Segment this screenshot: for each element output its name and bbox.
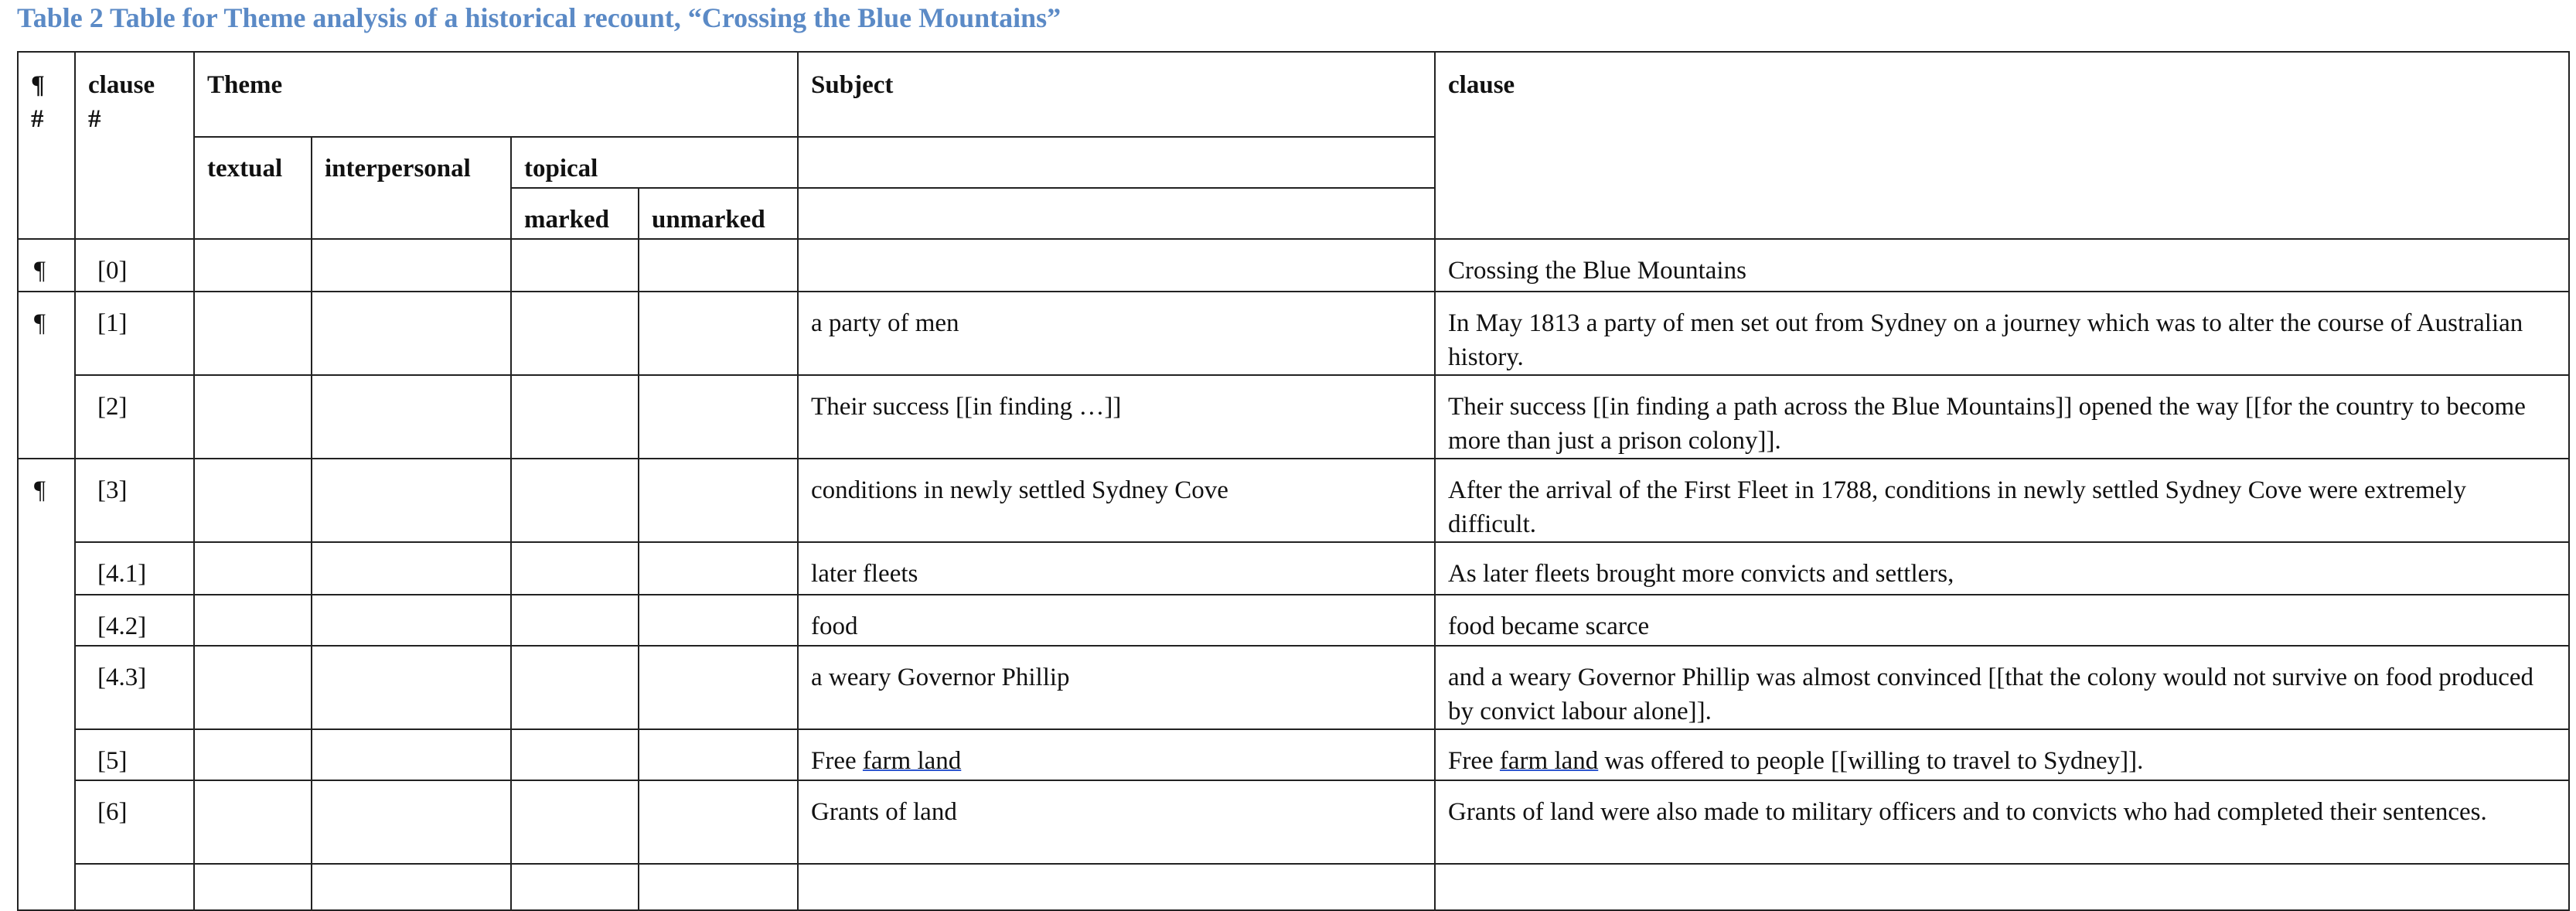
subject-cell (798, 729, 1435, 780)
clause-number: [2] (75, 375, 194, 459)
spellcheck-underlined-text: farm land (862, 747, 962, 775)
table-row (18, 864, 2569, 910)
subject-cell: a party of men (798, 292, 1435, 375)
subject-cell: a weary Governor Phillip (798, 646, 1435, 729)
subject-cell: food (798, 595, 1435, 646)
header-row (18, 52, 2569, 137)
clause-cell (1435, 729, 2569, 780)
header-paragraph-hash: # (31, 105, 44, 133)
header-clause-number-hash: # (88, 105, 101, 133)
subject-text: Free (811, 747, 863, 775)
table-row (18, 780, 2569, 864)
header-clause-number-label: clause (88, 71, 155, 99)
subject-cell: Their success [[in finding …]] (798, 375, 1435, 459)
theme-analysis-table (17, 51, 2570, 911)
header-interpersonal: interpersonal (312, 137, 511, 239)
header-paragraph-mark: ¶ (31, 71, 45, 99)
header-paragraph (18, 52, 75, 239)
table-row (18, 542, 2569, 595)
header-clause: clause (1435, 52, 2569, 239)
table-row (18, 646, 2569, 729)
header-unmarked: unmarked (639, 188, 798, 239)
clause-text: was offered to people [[willing to travel to Sydney]]. (1598, 747, 2144, 775)
clause-number: [3] (75, 459, 194, 542)
clause-cell: Grants of land were also made to military officers and to convicts who had completed their sentences. (1435, 780, 2569, 864)
header-subject-blank (798, 188, 1435, 239)
clause-number: [1] (75, 292, 194, 375)
table-row (18, 375, 2569, 459)
clause-cell: As later fleets brought more convicts and settlers, (1435, 542, 2569, 595)
header-clause-number (75, 52, 194, 239)
clause-cell: After the arrival of the First Fleet in 1788, conditions in newly settled Sydney Cove were extremely difficult. (1435, 459, 2569, 542)
header-textual: textual (194, 137, 312, 239)
clause-cell: Their success [[in finding a path across the Blue Mountains]] opened the way [[for the country to become more than just a prison colony]]. (1435, 375, 2569, 459)
clause-number: [4.2] (75, 595, 194, 646)
paragraph-mark: ¶ (18, 239, 75, 292)
subject-cell: Grants of land (798, 780, 1435, 864)
table-row (18, 239, 2569, 292)
clause-number: [4.3] (75, 646, 194, 729)
clause-cell: food became scarce (1435, 595, 2569, 646)
clause-cell: In May 1813 a party of men set out from Sydney on a journey which was to alter the course of Australian history. (1435, 292, 2569, 375)
clause-text: Free (1448, 747, 1500, 775)
paragraph-mark: ¶ (18, 292, 75, 459)
paragraph-mark: ¶ (18, 459, 75, 910)
header-subject: Subject (798, 52, 1435, 137)
header-theme: Theme (194, 52, 798, 137)
clause-number: [4.1] (75, 542, 194, 595)
table-caption: Table 2 Table for Theme analysis of a historical recount, “Crossing the Blue Mountains” (17, 2, 1061, 33)
clause-cell: Crossing the Blue Mountains (1435, 239, 2569, 292)
clause-cell: and a weary Governor Phillip was almost convinced [[that the colony would not survive on food produced by convict labour alone]]. (1435, 646, 2569, 729)
table-row (18, 292, 2569, 375)
header-subject-blank (798, 137, 1435, 188)
header-topical: topical (511, 137, 798, 188)
clause-number: [5] (75, 729, 194, 780)
clause-number: [6] (75, 780, 194, 864)
table-row (18, 595, 2569, 646)
table-row (18, 459, 2569, 542)
subject-cell: later fleets (798, 542, 1435, 595)
subject-cell: conditions in newly settled Sydney Cove (798, 459, 1435, 542)
header-marked: marked (511, 188, 639, 239)
subject-cell (798, 239, 1435, 292)
clause-number: [0] (75, 239, 194, 292)
spellcheck-underlined-text: farm land (1499, 747, 1599, 775)
table-row (18, 729, 2569, 780)
